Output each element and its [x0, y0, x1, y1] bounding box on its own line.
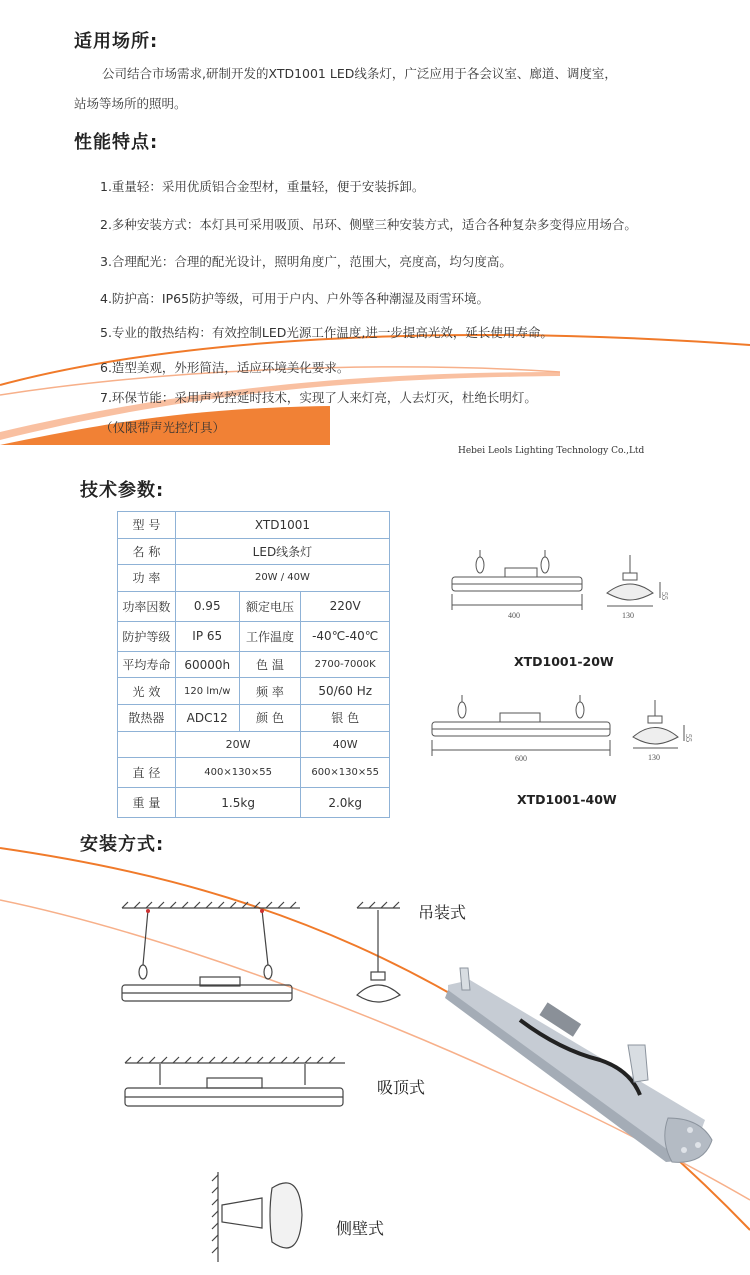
install-ceiling-label: 吸顶式	[377, 1078, 426, 1097]
spec-col-header: 20W	[175, 731, 300, 758]
install-wall-label: 侧壁式	[336, 1219, 385, 1238]
table-row	[118, 591, 390, 621]
diagram-caption-20w: XTD1001-20W	[514, 654, 614, 669]
applicable-title: 适用场所:	[74, 31, 159, 52]
spec-value: 120 lm/w	[175, 678, 239, 705]
spec-value: 2.0kg	[301, 788, 390, 818]
spec-value: -40℃-40℃	[301, 621, 390, 651]
spec-label: 散热器	[118, 704, 176, 731]
table-row	[118, 621, 390, 651]
feature-item: 3.合理配光：合理的配光设计，照明角度广，范围大，亮度高，均匀度高。	[100, 254, 512, 269]
table-row	[118, 704, 390, 731]
spec-label: 功 率	[118, 565, 176, 592]
feature-item: 6.造型美观，外形简洁，适应环境美化要求。	[100, 360, 350, 375]
applicable-line-1: 公司结合市场需求,研制开发的XTD1001 LED线条灯，广泛应用于各会议室、廊道、调度室，	[102, 66, 617, 81]
table-row	[118, 731, 390, 758]
spec-value: 20W / 40W	[175, 565, 389, 592]
spec-label: 颜 色	[239, 704, 301, 731]
table-row	[118, 678, 390, 705]
diagram-caption-40w: XTD1001-40W	[517, 792, 617, 807]
spec-value: 50/60 Hz	[301, 678, 390, 705]
table-row	[118, 788, 390, 818]
dim-20w-width: 130	[622, 611, 634, 620]
spec-label: 频 率	[239, 678, 301, 705]
install-pendant-label: 吊装式	[418, 903, 467, 922]
table-row	[118, 651, 390, 678]
dim-20w-length: 400	[508, 611, 520, 620]
feature-item: 1.重量轻：采用优质铝合金型材，重量轻，便于安装拆卸。	[100, 179, 425, 194]
dim-40w-height: 55	[684, 734, 693, 742]
applicable-line-2: 站场等场所的照明。	[74, 96, 187, 111]
feature-item: 5.专业的散热结构：有效控制LED光源工作温度,进一步提高光效，延长使用寿命。	[100, 325, 553, 340]
spec-label: 额定电压	[239, 591, 301, 621]
feature-item: 4.防护高：IP65防护等级，可用于户内、户外等各种潮湿及雨雪环境。	[100, 291, 490, 306]
spec-value: IP 65	[175, 621, 239, 651]
spec-value: 银 色	[301, 704, 390, 731]
spec-value: 400×130×55	[175, 758, 300, 788]
spec-value: 0.95	[175, 591, 239, 621]
spec-label: 平均寿命	[118, 651, 176, 678]
table-row	[118, 565, 390, 592]
feature-item: 7.环保节能：采用声光控延时技术，实现了人来灯亮，人去灯灭，杜绝长明灯。	[100, 390, 537, 405]
spec-value: 1.5kg	[175, 788, 300, 818]
spec-label: 光 效	[118, 678, 176, 705]
spec-label: 名 称	[118, 538, 176, 565]
spec-value: XTD1001	[175, 512, 389, 539]
spec-value: ADC12	[175, 704, 239, 731]
spec-col-header: 40W	[301, 731, 390, 758]
spec-label: 防护等级	[118, 621, 176, 651]
spec-empty	[118, 731, 176, 758]
dim-40w-width: 130	[648, 753, 660, 762]
features-title: 性能特点:	[74, 132, 159, 153]
install-title: 安装方式:	[80, 834, 165, 855]
spec-value: 2700-7000K	[301, 651, 390, 678]
table-row	[118, 758, 390, 788]
spec-label: 型 号	[118, 512, 176, 539]
dim-40w-length: 600	[515, 754, 527, 763]
table-row	[118, 512, 390, 539]
company-name: Hebei Leols Lighting Technology Co.,Ltd	[458, 446, 645, 456]
spec-value: LED线条灯	[175, 538, 389, 565]
spec-table	[117, 511, 390, 818]
spec-label: 重 量	[118, 788, 176, 818]
feature-item: 2.多种安装方式：本灯具可采用吸顶、吊环、侧壁三种安装方式，适合各种复杂多变得应用场合。	[100, 217, 637, 232]
spec-label: 色 温	[239, 651, 301, 678]
table-row	[118, 538, 390, 565]
specs-title: 技术参数:	[80, 480, 165, 501]
spec-value: 220V	[301, 591, 390, 621]
spec-label: 直 径	[118, 758, 176, 788]
dim-20w-height: 55	[660, 592, 669, 600]
feature-item: （仅限带声光控灯具）	[100, 420, 226, 435]
spec-label: 功率因数	[118, 591, 176, 621]
spec-value: 600×130×55	[301, 758, 390, 788]
spec-label: 工作温度	[239, 621, 301, 651]
spec-value: 60000h	[175, 651, 239, 678]
